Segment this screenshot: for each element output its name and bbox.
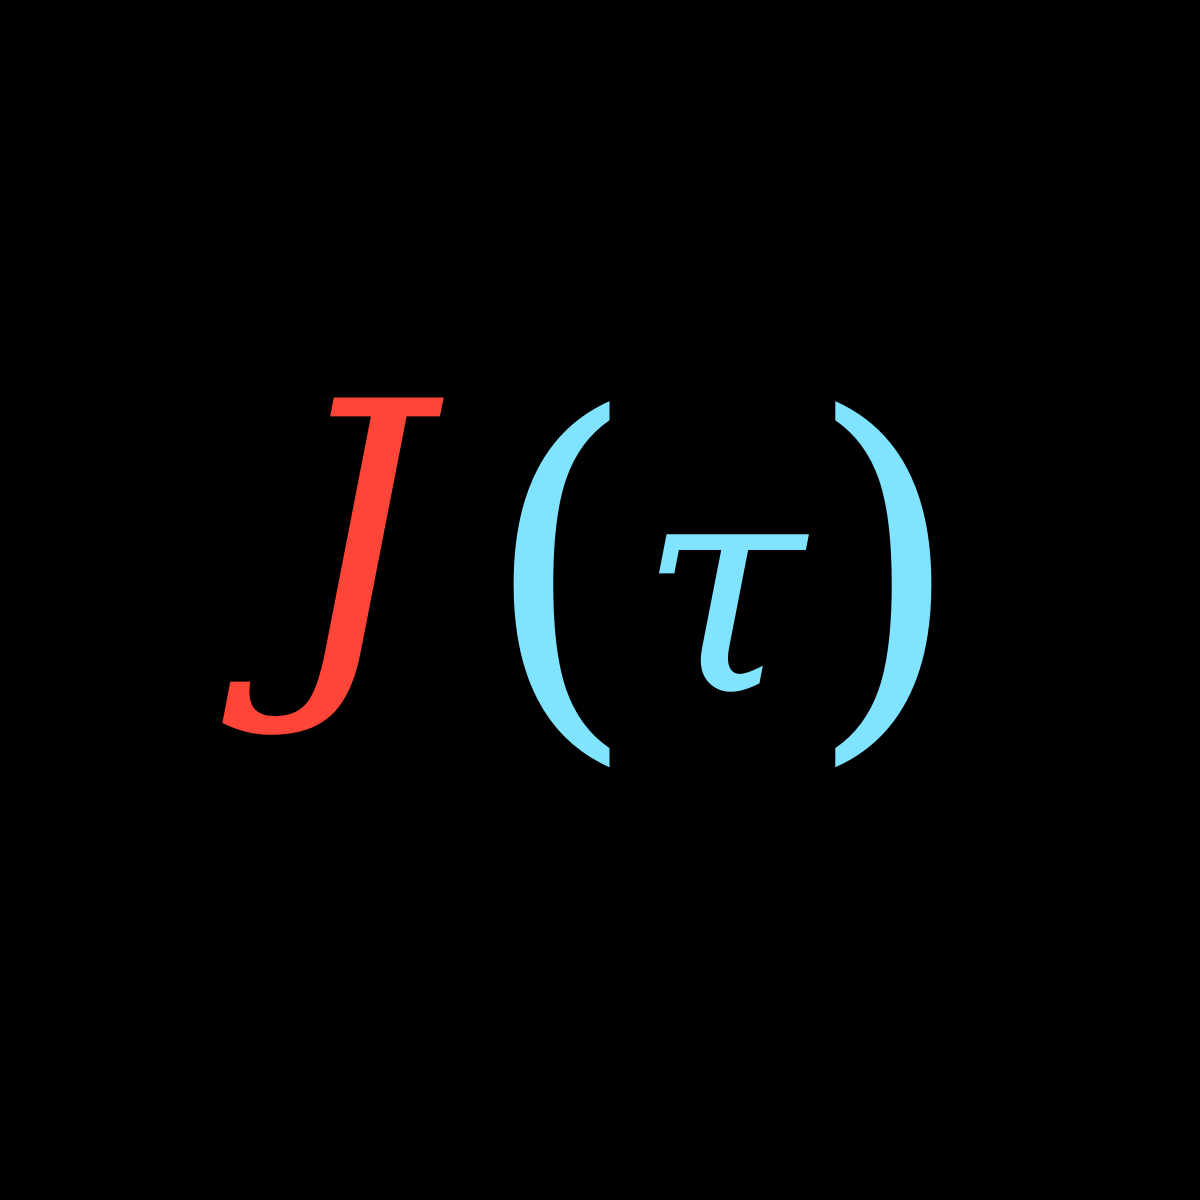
function-symbol-j: J [282,326,428,745]
argument-symbol-tau: τ [639,412,805,761]
close-parenthesis: ) [806,335,964,800]
open-parenthesis: ( [481,335,639,800]
